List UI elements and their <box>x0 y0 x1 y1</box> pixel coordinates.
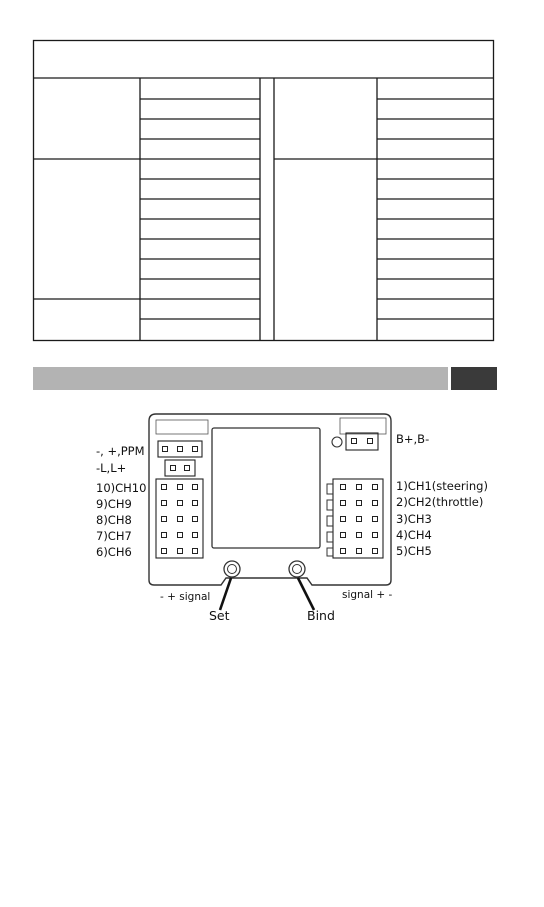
right-channel-pin <box>357 533 362 538</box>
left-channel-pin <box>178 533 183 538</box>
left-channel-pin <box>162 533 167 538</box>
bind-button-label: Bind <box>307 608 335 623</box>
label-ch9: 9)CH9 <box>96 497 132 511</box>
right-channel-pin <box>341 485 346 490</box>
inner-right-frame <box>340 418 386 434</box>
battery-pin <box>368 439 373 444</box>
left-channel-pin <box>162 517 167 522</box>
set-button <box>224 561 240 577</box>
label-ppm: -, +,PPM <box>96 444 145 458</box>
left-channel-pin <box>162 501 167 506</box>
label-ch5: 5)CH5 <box>396 544 432 558</box>
left-channel-pin <box>178 549 183 554</box>
label-ch10: 10)CH10 <box>96 481 147 495</box>
legend-right-pin-order: signal + - <box>342 589 393 601</box>
label-ch7: 7)CH7 <box>96 529 132 543</box>
set-pointer-line <box>220 578 231 610</box>
legend-left-pin-order: - + signal <box>160 591 211 603</box>
right-channel-pin <box>373 549 378 554</box>
right-channel-pin <box>341 517 346 522</box>
right-channel-pin <box>373 533 378 538</box>
left-channel-pin <box>193 501 198 506</box>
right-channel-pin <box>357 549 362 554</box>
set-button-label: Set <box>209 608 230 623</box>
ppm-pin <box>193 447 198 452</box>
right-channel-pin <box>373 485 378 490</box>
left-channel-header <box>156 479 203 558</box>
left-channel-pin <box>193 549 198 554</box>
left-channel-pin <box>193 533 198 538</box>
left-channel-pin <box>178 501 183 506</box>
ppm-pin <box>178 447 183 452</box>
label-ch2: 2)CH2(throttle) <box>396 495 484 509</box>
right-channel-pin <box>341 533 346 538</box>
label-ch8: 8)CH8 <box>96 513 132 527</box>
battery-header <box>346 433 378 450</box>
label-ch6: 6)CH6 <box>96 545 132 559</box>
lbus-pin <box>185 466 190 471</box>
right-channel-pin <box>357 517 362 522</box>
inner-corner-block <box>156 420 208 434</box>
right-channel-pin <box>357 485 362 490</box>
bind-button <box>289 561 305 577</box>
left-channel-pin <box>193 517 198 522</box>
left-channel-pin <box>162 549 167 554</box>
left-channel-pin <box>193 485 198 490</box>
ppm-pin <box>163 447 168 452</box>
bind-pointer-line <box>298 578 314 610</box>
right-channel-pin <box>373 517 378 522</box>
receiver-housing <box>149 414 391 585</box>
header-pins <box>162 439 378 554</box>
left-channel-pin <box>178 485 183 490</box>
label-lbus: -L,L+ <box>96 461 127 475</box>
left-channel-pin <box>178 517 183 522</box>
right-channel-pin <box>341 501 346 506</box>
set-button-inner <box>228 565 237 574</box>
lbus-header <box>165 460 195 476</box>
receiver-chip <box>212 428 320 548</box>
right-channel-pin <box>357 501 362 506</box>
lbus-pin <box>171 466 176 471</box>
left-channel-pin <box>162 485 167 490</box>
right-channel-pin <box>373 501 378 506</box>
label-ch4: 4)CH4 <box>396 528 432 542</box>
led-indicator <box>332 437 342 447</box>
label-ch3: 3)CH3 <box>396 512 432 526</box>
bind-button-inner <box>293 565 302 574</box>
battery-pin <box>352 439 357 444</box>
ppm-header <box>158 441 202 457</box>
right-side-notches <box>327 484 333 556</box>
right-channel-pin <box>341 549 346 554</box>
label-ch1: 1)CH1(steering) <box>396 479 488 493</box>
label-battery: B+,B- <box>396 432 430 446</box>
